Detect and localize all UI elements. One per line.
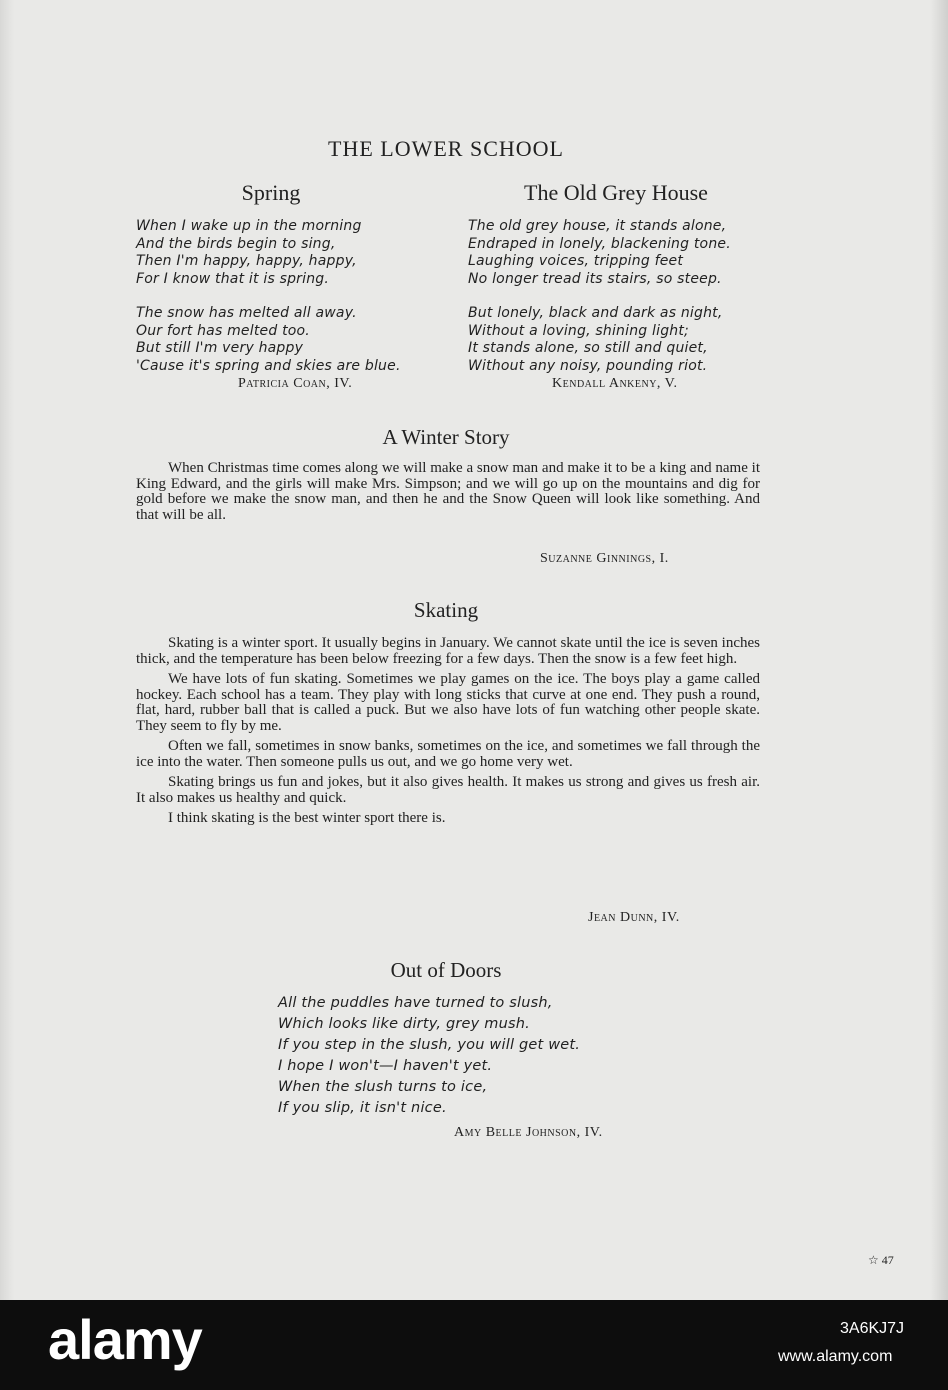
- page-edge-right: [930, 0, 948, 1300]
- poem-line: All the puddles have turned to slush,: [278, 995, 553, 1011]
- page-title: THE LOWER SCHOOL: [328, 136, 564, 161]
- page-edge-left: [0, 0, 14, 1300]
- author-byline: Amy Belle Johnson, IV.: [454, 1125, 603, 1140]
- stanza: [468, 218, 768, 288]
- poem-line: Without any noisy, pounding riot.: [468, 357, 708, 374]
- poem-old-grey-house: [468, 180, 768, 392]
- stanza: [136, 305, 416, 375]
- poem-line: Without a loving, shining light;: [468, 322, 689, 339]
- poem-line: For I know that it is spring.: [136, 270, 330, 287]
- poem-line: Which looks like dirty, grey mush.: [278, 1016, 530, 1032]
- poem-line: Endraped in lonely, blackening tone.: [468, 235, 731, 252]
- section-title-winter-story: A Winter Story: [382, 425, 510, 449]
- watermark-image-id: 3A6KJ7J: [840, 1320, 905, 1337]
- author-byline: Suzanne Ginnings, I.: [540, 551, 669, 566]
- stanza: [136, 218, 416, 288]
- watermark-url: www.alamy.com: [778, 1348, 893, 1365]
- section-title-skating: Skating: [413, 598, 479, 622]
- poem-line: Laughing voices, tripping feet: [468, 253, 684, 269]
- poem-line: When I wake up in the morning: [136, 218, 362, 234]
- author-byline: Patricia Coan, IV.: [238, 376, 353, 391]
- paragraph: Skating brings us fun and jokes, but it also gives health. It makes us strong and gives us fresh air. It also makes us healthy and quick.: [136, 774, 760, 806]
- paragraph: Skating is a winter sport. It usually begins in January. We cannot skate until the ice is seven inches thick, and the temperature has been below freezing for a few days. Then the snow is a few feet high.: [136, 635, 760, 667]
- poem-line: Then I'm happy, happy, happy,: [136, 253, 357, 269]
- paragraph: We have lots of fun skating. Sometimes we play games on the ice. The boys play a game called hockey. Each school has a team. They play with long sticks that curve at one end. They push a round, flat, hard, rubber ball that is called a puck. But we also have lots of fun watching other people skate. They seem to fly by me.: [136, 671, 760, 734]
- poem-spring: [136, 180, 416, 392]
- page-number: ☆ 47: [868, 1253, 894, 1267]
- poem-line: And the birds begin to sing,: [136, 235, 336, 252]
- poem-line: The old grey house, it stands alone,: [468, 218, 727, 234]
- watermark-logo: alamy: [48, 1308, 202, 1371]
- poem-line: If you slip, it isn't nice.: [278, 1100, 447, 1116]
- poem-line: No longer tread its stairs, so steep.: [468, 270, 722, 287]
- paragraph: Often we fall, sometimes in snow banks, sometimes on the ice, and sometimes we fall through the ice into the water. Then someone pulls us out, and we go home very wet.: [136, 738, 760, 770]
- poem-title-old-grey-house: The Old Grey House: [524, 180, 708, 205]
- poem-line: But lonely, black and dark as night,: [468, 305, 723, 321]
- poem-line: It stands alone, so still and quiet,: [468, 340, 708, 356]
- section-title-out-of-doors: Out of Doors: [390, 958, 502, 982]
- paragraph: I think skating is the best winter sport there is.: [168, 810, 446, 826]
- stanza: [468, 305, 768, 375]
- poem-line: When the slush turns to ice,: [278, 1079, 488, 1095]
- paragraph: When Christmas time comes along we will make a snow man and make it to be a king and name it King Edward, and the girls will make Mrs. Simpson; and we will go up on the mountains and dig for gold before we make the snow man, and then he and the Snow Queen will look like something. And that will be all.: [136, 460, 760, 523]
- winter-story-body: [136, 461, 760, 528]
- poem-line: Our fort has melted too.: [136, 322, 310, 339]
- poem-line: 'Cause it's spring and skies are blue.: [136, 357, 401, 374]
- poem-line: I hope I won't—I haven't yet.: [278, 1058, 493, 1074]
- poem-line: The snow has melted all away.: [136, 305, 357, 321]
- poem-out-of-doors: [278, 993, 698, 1119]
- author-byline: Kendall Ankeny, V.: [552, 376, 678, 391]
- poem-title-spring: Spring: [241, 180, 301, 205]
- poem-line: If you step in the slush, you will get wet.: [278, 1037, 581, 1053]
- poem-line: But still I'm very happy: [136, 340, 304, 356]
- author-byline: Jean Dunn, IV.: [588, 910, 680, 925]
- skating-body: [136, 636, 760, 832]
